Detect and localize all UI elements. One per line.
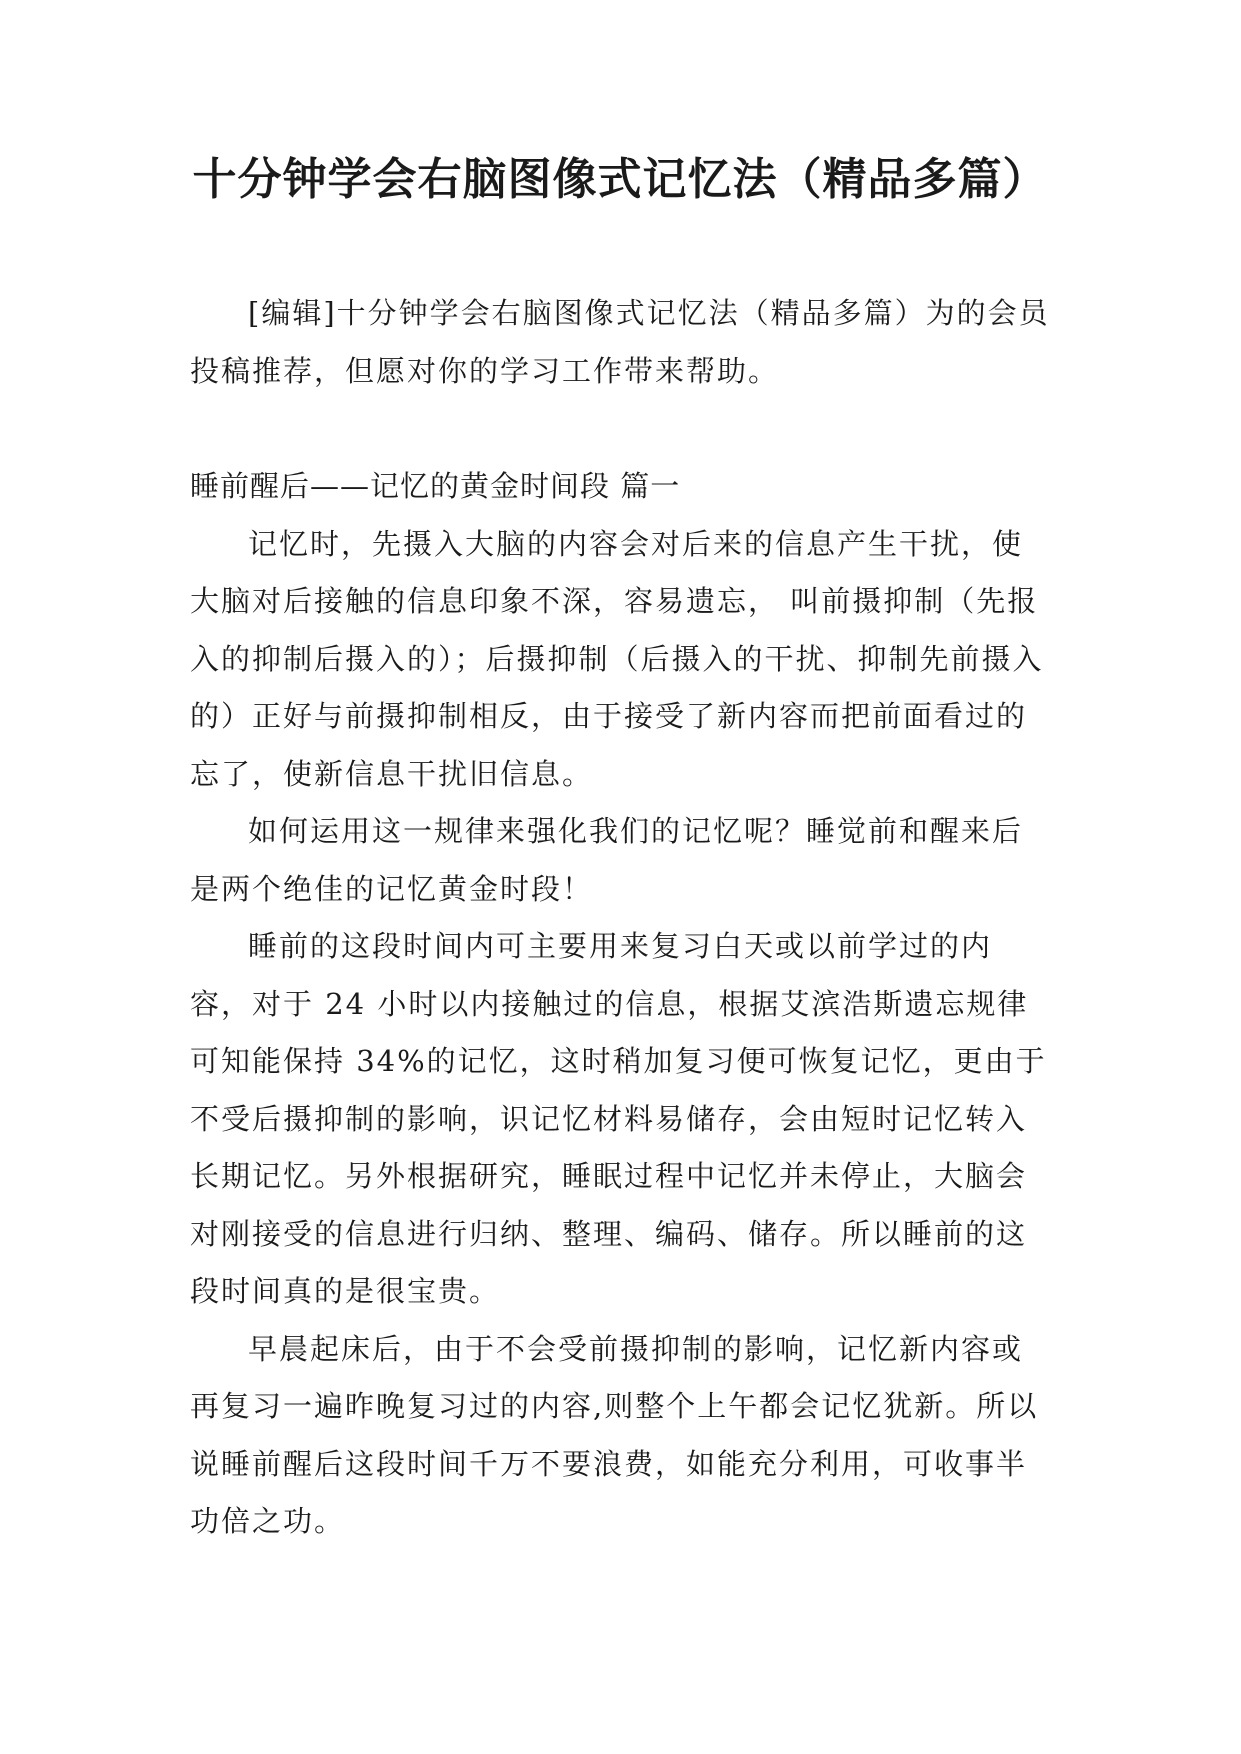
body-paragraph: 睡前的这段时间内可主要用来复习白天或以前学过的内容，对于 24 小时以内接触过的信息，根据艾滨浩斯遗忘规律可知能保持 34%的记忆，这时稍加复习便可恢复记忆，更由于不受后摄抑制的影响，识记忆材料易储存，会由短时记忆转入长期记忆。另外根据研究，睡眠过程中记忆并未停止，大脑会对刚接受的信息进行归纳、整理、编码、储存。所以睡前的这段时间真的是很宝贵。 [190,929,1047,1308]
body-paragraph: 记忆时，先摄入大脑的内容会对后来的信息产生干扰，使大脑对后接触的信息印象不深，容易遗忘， 叫前摄抑制（先报入的抑制后摄入的）；后摄抑制（后摄入的干扰、抑制先前摄入的）正好与前摄抑制相反，由于接受了新内容而把前面看过的忘了，使新信息干扰旧信息。 [190,526,1044,791]
document-title: 十分钟学会右脑图像式记忆法（精品多篇） [192,154,1048,205]
body-paragraph: 早晨起床后，由于不会受前摄抑制的影响，记忆新内容或再复习一遍昨晚复习过的内容,则整个上午都会记忆犹新。所以说睡前醒后这段时间千万不要浪费，如能充分利用，可收事半功倍之功。 [190,1331,1039,1538]
body-paragraph: 如何运用这一规律来强化我们的记忆呢？睡觉前和醒来后是两个绝佳的记忆黄金时段！ [190,814,1024,906]
document-body [190,285,1050,1551]
paragraph-gap [190,400,1050,458]
section-heading: 睡前醒后——记忆的黄金时间段 篇一 [190,469,681,503]
intro-paragraph: [编辑]十分钟学会右脑图像式记忆法（精品多篇）为的会员投稿推荐，但愿对你的学习工作带来帮助。 [190,296,1050,388]
